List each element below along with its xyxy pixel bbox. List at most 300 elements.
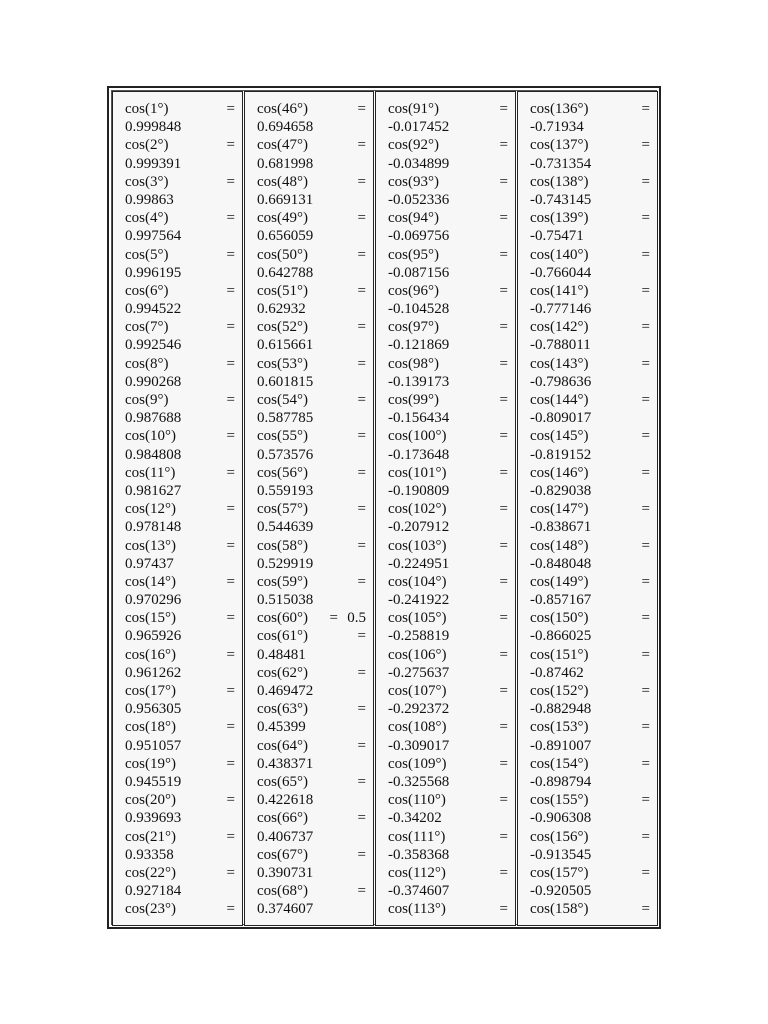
equals-sign: =	[226, 610, 235, 627]
cosine-expression: cos(46°)	[257, 101, 308, 117]
cosine-value: -0.798636	[530, 373, 592, 390]
cosine-expression: cos(14°)	[125, 573, 176, 590]
cosine-expression: cos(141°)	[530, 282, 589, 299]
table-entry-line	[530, 136, 650, 154]
cosine-value: 0.978148	[125, 519, 182, 536]
cosine-value: 0.997564	[125, 228, 182, 245]
cosine-value: 0.990268	[125, 373, 182, 390]
cosine-value: -0.838671	[530, 519, 592, 536]
table-entry-line	[530, 646, 650, 664]
cosine-expression: cos(53°)	[257, 355, 308, 372]
cosine-value: 0.559193	[257, 482, 314, 499]
table-entry-line	[388, 318, 508, 336]
table-entry-line	[530, 209, 650, 227]
cosine-value: 0.97437	[125, 555, 174, 572]
cosine-expression: cos(102°)	[388, 501, 447, 518]
cosine-value: -0.743145	[530, 191, 592, 208]
equals-sign: =	[226, 464, 235, 481]
table-entry-line	[125, 864, 235, 882]
cosine-value: -0.034899	[388, 155, 450, 172]
table-entry-line	[257, 573, 366, 591]
table-entry-line	[530, 682, 650, 700]
cosine-expression: cos(109°)	[388, 755, 447, 772]
table-entry-line	[125, 246, 235, 264]
cosine-table	[107, 86, 661, 929]
equals-sign: =	[499, 573, 508, 590]
equals-sign: =	[226, 246, 235, 263]
equals-sign: =	[499, 319, 508, 336]
table-entry-line	[125, 391, 235, 409]
cosine-expression: cos(23°)	[125, 901, 176, 918]
equals-sign: =	[226, 828, 235, 845]
equals-sign: =	[499, 683, 508, 699]
equals-sign: =	[226, 282, 235, 299]
cosine-value: 0.374607	[257, 901, 314, 918]
equals-sign: =	[499, 355, 508, 372]
equals-sign: =	[641, 392, 650, 408]
table-entry-line	[530, 355, 650, 373]
cosine-expression: cos(52°)	[257, 319, 308, 336]
cosine-expression: cos(148°)	[530, 537, 589, 554]
table-entry-line	[257, 609, 366, 627]
cosine-value: 0.601815	[257, 373, 314, 390]
cosine-expression: cos(4°)	[125, 210, 169, 227]
cosine-value: 0.999391	[125, 155, 182, 172]
table-entry-line	[530, 246, 650, 264]
cosine-expression: cos(151°)	[530, 646, 589, 663]
equals-sign: =	[499, 392, 508, 408]
cosine-value: -0.190809	[388, 482, 450, 499]
cosine-expression: cos(152°)	[530, 683, 589, 699]
equals-sign: =	[641, 537, 650, 554]
cosine-expression: cos(61°)	[257, 628, 308, 645]
cosine-expression: cos(99°)	[388, 392, 439, 408]
equals-sign: =	[499, 537, 508, 554]
cosine-expression: cos(18°)	[125, 719, 176, 736]
cosine-value: -0.731354	[530, 155, 592, 172]
cosine-expression: cos(92°)	[388, 137, 439, 154]
equals-sign: =	[226, 719, 235, 736]
cosine-value: 0.587785	[257, 410, 314, 427]
table-entry-line	[257, 500, 366, 518]
table-entry-line	[257, 700, 366, 718]
equals-sign: =	[357, 464, 366, 481]
equals-sign: =	[641, 501, 650, 518]
equals-sign: =	[357, 282, 366, 299]
equals-sign: =	[357, 355, 366, 372]
cosine-value: 0.951057	[125, 737, 182, 754]
table-entry-line	[388, 136, 508, 154]
cosine-value: 0.999848	[125, 119, 182, 136]
table-entry-line	[388, 682, 508, 700]
table-entry-line	[530, 864, 650, 882]
cosine-expression: cos(6°)	[125, 282, 169, 299]
equals-sign: =	[641, 210, 650, 227]
equals-sign: =	[499, 210, 508, 227]
equals-sign: =	[499, 901, 508, 918]
cosine-value: 0.615661	[257, 337, 314, 354]
equals-sign: =	[226, 173, 235, 190]
table-entry-line	[257, 391, 366, 409]
table-entry-line	[388, 173, 508, 191]
table-entry-line	[530, 718, 650, 736]
equals-sign: =	[226, 428, 235, 445]
cosine-expression: cos(10°)	[125, 428, 176, 445]
cosine-expression: cos(16°)	[125, 646, 176, 663]
cosine-expression: cos(62°)	[257, 664, 308, 681]
table-entry-line	[388, 355, 508, 373]
table-entry-line	[530, 537, 650, 555]
cosine-expression: cos(57°)	[257, 501, 308, 518]
cosine-expression: cos(153°)	[530, 719, 589, 736]
cosine-expression: cos(142°)	[530, 319, 589, 336]
equals-sign: =	[641, 792, 650, 809]
equals-sign: =	[641, 755, 650, 772]
table-column-2	[244, 91, 374, 926]
cosine-value: -0.906308	[530, 810, 592, 827]
cosine-value: -0.292372	[388, 701, 450, 718]
cosine-expression: cos(3°)	[125, 173, 169, 190]
cosine-expression: cos(111°)	[388, 828, 446, 845]
table-column-4	[517, 91, 658, 926]
cosine-expression: cos(101°)	[388, 464, 447, 481]
cosine-expression: cos(154°)	[530, 755, 589, 772]
cosine-value: -0.139173	[388, 373, 450, 390]
cosine-expression: cos(13°)	[125, 537, 176, 554]
table-entry-line	[388, 500, 508, 518]
cosine-expression: cos(60°)	[257, 610, 308, 627]
table-entry-line	[125, 173, 235, 191]
table-column-1	[112, 91, 243, 926]
cosine-value: 0.62932	[257, 301, 306, 318]
cosine-value: -0.275637	[388, 664, 450, 681]
cosine-expression: cos(93°)	[388, 173, 439, 190]
table-entry-line	[388, 100, 508, 118]
cosine-value: 0.93358	[125, 846, 174, 863]
cosine-expression: cos(150°)	[530, 610, 589, 627]
cosine-value: 0.681998	[257, 155, 314, 172]
equals-sign: =	[641, 683, 650, 699]
cosine-expression: cos(56°)	[257, 464, 308, 481]
cosine-expression: cos(51°)	[257, 282, 308, 299]
table-entry-line	[530, 755, 650, 773]
equals-sign: =	[641, 246, 650, 263]
cosine-expression: cos(110°)	[388, 792, 446, 809]
table-entry-line	[388, 828, 508, 846]
table-entry-line	[530, 391, 650, 409]
table-column-3	[375, 91, 516, 926]
cosine-value: 0.99863	[125, 191, 174, 208]
cosine-value: -0.819152	[530, 446, 592, 463]
equals-sign: =	[357, 210, 366, 227]
cosine-value: 0.965926	[125, 628, 182, 645]
equals-sign: =	[499, 755, 508, 772]
equals-sign: =	[499, 464, 508, 481]
equals-sign: =	[226, 392, 235, 408]
cosine-expression: cos(15°)	[125, 610, 176, 627]
cosine-expression: cos(157°)	[530, 864, 589, 881]
cosine-value: -0.104528	[388, 301, 450, 318]
cosine-expression: cos(20°)	[125, 792, 176, 809]
cosine-expression: cos(100°)	[388, 428, 447, 445]
table-entry-line	[125, 318, 235, 336]
equals-sign: =	[357, 883, 366, 900]
equals-sign: =	[499, 246, 508, 263]
table-entry-line	[125, 209, 235, 227]
equals-sign: =	[226, 792, 235, 809]
cosine-value: -0.309017	[388, 737, 450, 754]
equals-sign: =	[641, 137, 650, 154]
table-entry-line	[257, 318, 366, 336]
cosine-value: 0.970296	[125, 592, 182, 609]
table-entry-line	[530, 173, 650, 191]
cosine-expression: cos(9°)	[125, 392, 169, 408]
cosine-expression: cos(140°)	[530, 246, 589, 263]
equals-sign: =	[357, 701, 366, 718]
cosine-value: -0.121869	[388, 337, 450, 354]
table-entry-line	[388, 755, 508, 773]
cosine-value: -0.258819	[388, 628, 450, 645]
cosine-value: 0.422618	[257, 792, 314, 809]
equals-sign: =	[499, 428, 508, 445]
cosine-value: -0.848048	[530, 555, 592, 572]
table-entry-line	[257, 846, 366, 864]
table-entry-line	[530, 900, 650, 918]
equals-sign: =	[226, 355, 235, 372]
equals-sign: =	[226, 537, 235, 554]
table-entry-line	[125, 682, 235, 700]
cosine-value: -0.34202	[388, 810, 442, 827]
equals-sign: =	[226, 501, 235, 518]
cosine-expression: cos(108°)	[388, 719, 447, 736]
table-entry-line	[530, 828, 650, 846]
cosine-expression: cos(64°)	[257, 737, 308, 754]
table-entry-line	[125, 464, 235, 482]
equals-sign: =	[499, 137, 508, 154]
table-entry-line	[257, 173, 366, 191]
table-entry-line	[530, 100, 650, 118]
cosine-expression: cos(65°)	[257, 773, 308, 790]
table-entry-line	[257, 136, 366, 154]
equals-sign: =	[641, 719, 650, 736]
cosine-expression: cos(149°)	[530, 573, 589, 590]
cosine-expression: cos(55°)	[257, 428, 308, 445]
table-entry-line	[388, 282, 508, 300]
cosine-expression: cos(48°)	[257, 173, 308, 190]
equals-sign: =	[226, 646, 235, 663]
cosine-expression: cos(22°)	[125, 864, 176, 881]
table-entry-line	[257, 209, 366, 227]
equals-sign: =	[499, 501, 508, 518]
cosine-expression: cos(50°)	[257, 246, 308, 263]
cosine-expression: cos(103°)	[388, 537, 447, 554]
equals-sign: =	[357, 319, 366, 336]
equals-sign: =	[499, 646, 508, 663]
equals-sign: =	[357, 573, 366, 590]
equals-sign: =	[226, 210, 235, 227]
cosine-expression: cos(144°)	[530, 392, 589, 408]
equals-sign: =	[499, 173, 508, 190]
table-entry-line	[388, 864, 508, 882]
cosine-value: 0.656059	[257, 228, 314, 245]
equals-sign: =	[641, 901, 650, 918]
cosine-expression: cos(155°)	[530, 792, 589, 809]
cosine-value: 0.45399	[257, 719, 306, 736]
cosine-value: -0.857167	[530, 592, 592, 609]
table-entry-line	[257, 627, 366, 645]
cosine-expression: cos(138°)	[530, 173, 589, 190]
equals-sign: =	[357, 392, 366, 408]
cosine-value: -0.224951	[388, 555, 450, 572]
equals-sign: =	[226, 901, 235, 918]
cosine-expression: cos(94°)	[388, 210, 439, 227]
cosine-expression: cos(98°)	[388, 355, 439, 372]
equals-sign: =	[226, 573, 235, 590]
cosine-value: -0.325568	[388, 773, 450, 790]
cosine-value: -0.71934	[530, 119, 584, 136]
cosine-value: -0.173648	[388, 446, 450, 463]
table-entry-line	[388, 646, 508, 664]
table-entry-line	[388, 609, 508, 627]
cosine-value: -0.913545	[530, 846, 592, 863]
cosine-value: -0.75471	[530, 228, 584, 245]
table-entry-line	[388, 573, 508, 591]
cosine-value: -0.882948	[530, 701, 592, 718]
table-entry-line	[257, 246, 366, 264]
equals-sign: =	[357, 737, 366, 754]
equals-sign: =	[499, 828, 508, 845]
equals-sign: =	[641, 828, 650, 845]
table-entry-line	[530, 427, 650, 445]
cosine-expression: cos(156°)	[530, 828, 589, 845]
table-entry-line	[125, 718, 235, 736]
cosine-value: 0.406737	[257, 828, 314, 845]
cosine-value: -0.207912	[388, 519, 450, 536]
equals-sign: =	[357, 628, 366, 645]
cosine-value: 0.48481	[257, 646, 306, 663]
equals-sign: =	[641, 464, 650, 481]
cosine-expression: cos(145°)	[530, 428, 589, 445]
equals-sign: =	[641, 646, 650, 663]
table-entry-line	[257, 664, 366, 682]
cosine-expression: cos(137°)	[530, 137, 589, 154]
table-entry-line	[125, 609, 235, 627]
table-entry-line	[388, 464, 508, 482]
cosine-value: 0.544639	[257, 519, 314, 536]
table-entry-line	[530, 609, 650, 627]
table-entry-line	[388, 391, 508, 409]
equals-sign: =	[357, 810, 366, 827]
equals-sign: =	[357, 246, 366, 263]
table-entry-line	[530, 464, 650, 482]
table-entry-line	[530, 318, 650, 336]
cosine-expression: cos(158°)	[530, 901, 589, 918]
cosine-value: 0.956305	[125, 701, 182, 718]
cosine-value: -0.052336	[388, 191, 450, 208]
table-entry-line	[125, 100, 235, 118]
equals-sign: =	[226, 137, 235, 154]
equals-sign: =	[499, 101, 508, 117]
cosine-value: 0.945519	[125, 773, 182, 790]
cosine-value: -0.891007	[530, 737, 592, 754]
equals-sign: =	[226, 755, 235, 772]
cosine-value: -0.87462	[530, 664, 584, 681]
cosine-value: 0.573576	[257, 446, 314, 463]
cosine-value: -0.829038	[530, 482, 592, 499]
cosine-expression: cos(5°)	[125, 246, 169, 263]
table-entry-line	[530, 791, 650, 809]
table-entry-line	[257, 537, 366, 555]
table-entry-line	[388, 791, 508, 809]
equals-sign: =	[357, 773, 366, 790]
cosine-expression: cos(106°)	[388, 646, 447, 663]
cosine-value: 0.961262	[125, 664, 182, 681]
cosine-value: -0.358368	[388, 846, 450, 863]
cosine-expression: cos(96°)	[388, 282, 439, 299]
table-entry-line	[125, 646, 235, 664]
equals-sign: =	[226, 101, 235, 117]
cosine-expression: cos(97°)	[388, 319, 439, 336]
cosine-value: -0.156434	[388, 410, 450, 427]
cosine-value: 0.390731	[257, 864, 314, 881]
cosine-value: 0.987688	[125, 410, 182, 427]
cosine-value: 0.981627	[125, 482, 182, 499]
cosine-expression: cos(105°)	[388, 610, 447, 627]
cosine-expression: cos(91°)	[388, 101, 439, 117]
cosine-expression: cos(104°)	[388, 573, 447, 590]
equals-sign: =	[499, 610, 508, 627]
equals-sign: =	[641, 610, 650, 627]
equals-sign: =	[357, 137, 366, 154]
cosine-value: -0.777146	[530, 301, 592, 318]
cosine-value: 0.515038	[257, 592, 314, 609]
cosine-expression: cos(147°)	[530, 501, 589, 518]
equals-sign: =	[226, 319, 235, 336]
cosine-value: 0.669131	[257, 191, 314, 208]
cosine-expression: cos(107°)	[388, 683, 447, 699]
cosine-expression: cos(136°)	[530, 101, 589, 117]
cosine-expression: cos(54°)	[257, 392, 308, 408]
table-entry-line	[125, 900, 235, 918]
cosine-expression: cos(17°)	[125, 683, 176, 699]
table-entry-line	[125, 791, 235, 809]
equals-sign: =	[329, 610, 338, 627]
table-entry-line	[388, 209, 508, 227]
cosine-value: 0.5	[347, 610, 366, 627]
cosine-value: -0.809017	[530, 410, 592, 427]
equals-sign: =	[641, 573, 650, 590]
cosine-value: 0.469472	[257, 683, 314, 699]
table-entry-line	[125, 500, 235, 518]
cosine-value: -0.866025	[530, 628, 592, 645]
cosine-expression: cos(47°)	[257, 137, 308, 154]
cosine-value: 0.984808	[125, 446, 182, 463]
cosine-expression: cos(7°)	[125, 319, 169, 336]
equals-sign: =	[641, 173, 650, 190]
table-entry-line	[388, 246, 508, 264]
cosine-expression: cos(113°)	[388, 901, 446, 918]
cosine-expression: cos(63°)	[257, 701, 308, 718]
equals-sign: =	[499, 282, 508, 299]
equals-sign: =	[357, 428, 366, 445]
cosine-expression: cos(112°)	[388, 864, 446, 881]
cosine-value: -0.017452	[388, 119, 450, 136]
equals-sign: =	[499, 792, 508, 809]
equals-sign: =	[357, 501, 366, 518]
equals-sign: =	[499, 864, 508, 881]
cosine-expression: cos(95°)	[388, 246, 439, 263]
cosine-expression: cos(67°)	[257, 846, 308, 863]
